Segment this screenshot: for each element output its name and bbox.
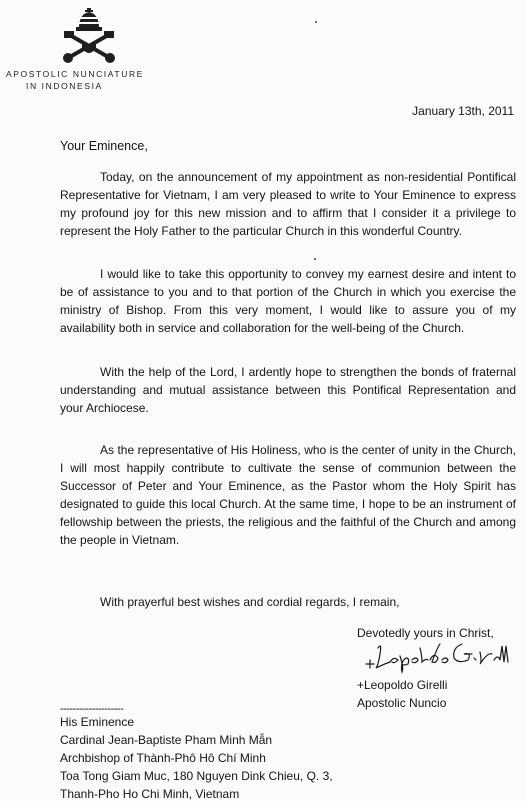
recipient-line-2: Cardinal Jean-Baptiste Pham Minh Mẫn bbox=[60, 733, 273, 747]
paragraph-3: With the help of the Lord, I ardently hope to strengthen the bonds of fraternal understanding and mutual assistance between this Pontifical Representation and your Archiocese. bbox=[60, 365, 516, 415]
recipient-line-4: Toa Tong Giam Muc, 180 Nguyen Dink Chieu, Q. 3, bbox=[60, 769, 333, 783]
paragraph-4: As the representative of His Holiness, who is the center of unity in the Church, I will most happily contribute to cultivate the sense of communion between the Successor of Peter and Your Eminence, as the Pastor whom the Holy Spirit has designated to guide this local Church. At the same time, I hope to be an instrument of fellowship between the priests, the religious and the faithful of the Church and among the people in Vietnam. bbox=[60, 443, 516, 547]
recipient-line-3: Archbishop of Thành-Phô Hô Chí Minh bbox=[60, 751, 266, 765]
nunciature-line-2: IN INDONESIA bbox=[26, 81, 103, 91]
handwritten-signature bbox=[364, 638, 514, 676]
signoff: Devotedly yours in Christ, bbox=[357, 626, 494, 640]
closing-line: With prayerful best wishes and cordial regards, I remain, bbox=[100, 595, 400, 609]
signer-name: +Leopoldo Girelli bbox=[357, 678, 448, 692]
paragraph-1: Today, on the announcement of my appointment as non-residential Pontifical Representative for Vietnam, I am very pleased to write to Your Eminence to express my profound joy for this new mission and to affirm that I consider it a privilege to represent the Holy Father to the particular Church in this wonderful Country. bbox=[60, 170, 516, 238]
divider: -------------------- bbox=[60, 703, 124, 715]
recipient-line-1: His Eminence bbox=[60, 715, 135, 729]
paragraph-2: I would like to take this opportunity to convey my earnest desire and intent to be of assistance to you and to that portion of the Church in which you exercise the ministry of Bishop. From this very moment, I would like to assure you of my availability both in service and collaboration for the well-being of the Church. bbox=[60, 267, 516, 335]
scan-speck bbox=[314, 258, 316, 260]
salutation: Your Eminence, bbox=[60, 139, 148, 153]
letter-date: January 13th, 2011 bbox=[412, 104, 514, 118]
signer-title: Apostolic Nuncio bbox=[357, 696, 447, 710]
nunciature-line-1: APOSTOLIC NUNCIATURE bbox=[6, 69, 144, 79]
recipient-line-5: Thanh-Pho Ho Chi Minh, Vietnam bbox=[60, 787, 240, 801]
papal-emblem-icon bbox=[62, 8, 116, 64]
scan-speck bbox=[315, 21, 317, 23]
